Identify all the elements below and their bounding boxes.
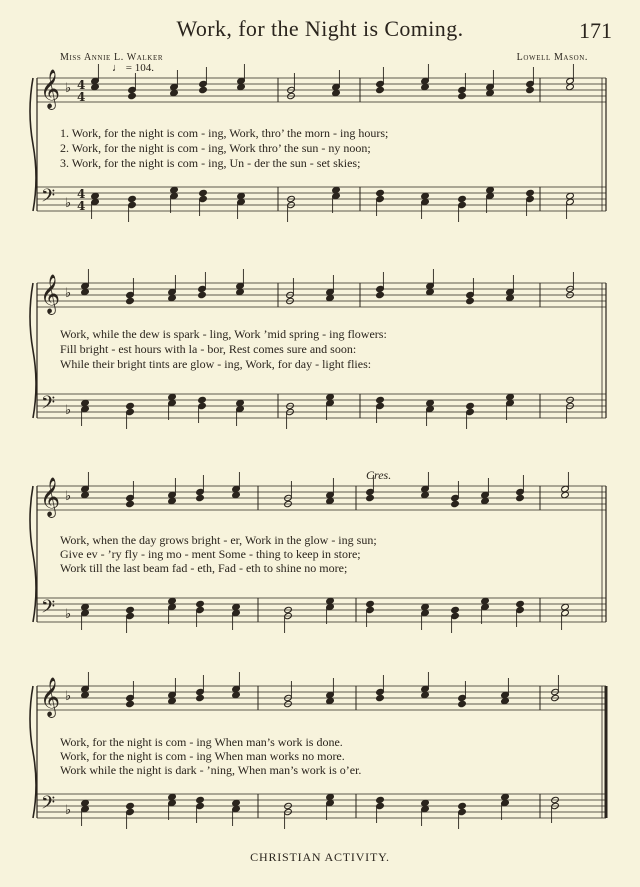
note-head — [376, 396, 385, 403]
time-signature: 4 — [77, 199, 86, 213]
note-head — [199, 86, 208, 93]
key-signature-flat: ♭ — [65, 689, 72, 704]
note-head — [526, 189, 535, 196]
note-head — [126, 500, 135, 507]
note-head — [126, 297, 135, 304]
note-head — [458, 802, 467, 809]
note-head — [326, 597, 335, 604]
brace — [30, 283, 36, 418]
note-head — [376, 291, 385, 298]
lyric-line: 1. Work, for the night is com - ing, Work, thro’ the morn - ing hours; — [60, 126, 389, 140]
lyric-line: Work while the night is dark - ’ning, When man’s work is o’er. — [60, 763, 362, 777]
note-head — [376, 694, 385, 701]
page-number: 171 — [579, 18, 612, 43]
key-signature-flat: ♭ — [65, 403, 72, 418]
note-head — [421, 603, 430, 610]
note-head — [81, 603, 90, 610]
note-head — [332, 89, 341, 96]
note-head — [451, 500, 460, 507]
note-head — [421, 691, 430, 698]
note-head — [237, 192, 246, 199]
note-head — [526, 86, 535, 93]
note-head — [236, 288, 245, 295]
note-head — [196, 494, 205, 501]
note-head — [506, 393, 515, 400]
note-head — [168, 597, 177, 604]
hymn-title: Work, for the Night is Coming. — [176, 16, 464, 41]
note-head — [516, 494, 525, 501]
note-head — [326, 294, 335, 301]
composer-credit: Lowell Mason. — [516, 52, 588, 63]
note-head — [237, 83, 246, 90]
note-head — [91, 192, 100, 199]
note-head — [232, 491, 241, 498]
lyric-line: 2. Work, for the night is com - ing, Work thro’ the sun - ny noon; — [60, 141, 371, 155]
note-head — [466, 297, 475, 304]
note-head — [126, 802, 135, 809]
treble-clef: 𝄞 — [40, 274, 61, 314]
note-head — [516, 600, 525, 607]
lyric-line: Work, while the dew is spark - ling, Work ’mid spring - ing flowers: — [60, 327, 387, 341]
note-head — [561, 603, 570, 610]
time-signature: 4 — [77, 187, 86, 201]
note-head — [421, 83, 430, 90]
note-head — [170, 186, 179, 193]
author-credit: Miss Annie L. Walker — [60, 52, 164, 63]
key-signature-flat: ♭ — [65, 196, 72, 211]
note-head — [128, 92, 137, 99]
section-footer: CHRISTIAN ACTIVITY. — [250, 850, 390, 864]
lyric-line: Work, when the day grows bright - er, Work in the glow - ing sun; — [60, 533, 377, 547]
note-head — [232, 603, 241, 610]
key-signature-flat: ♭ — [65, 81, 72, 96]
note-head — [232, 691, 241, 698]
note-head — [326, 497, 335, 504]
note-head — [501, 793, 510, 800]
note-head — [326, 793, 335, 800]
time-signature: 4 — [77, 90, 86, 104]
note-head — [81, 399, 90, 406]
note-head — [168, 793, 177, 800]
note-head — [196, 694, 205, 701]
lyric-line: Work till the last beam fad - eth, Fad - eth to shine no more; — [60, 561, 348, 575]
treble-clef: 𝄞 — [40, 677, 61, 717]
note-head — [170, 89, 179, 96]
note-head — [451, 606, 460, 613]
note-head — [236, 399, 245, 406]
note-head — [486, 89, 495, 96]
bass-clef: 𝄢 — [41, 793, 56, 818]
lyric-line: Give ev - ’ry fly - ing mo - ment Some - thing to keep in store; — [60, 547, 361, 561]
note-head — [168, 393, 177, 400]
note-head — [376, 796, 385, 803]
note-head — [458, 92, 467, 99]
note-head — [81, 288, 90, 295]
note-head — [199, 189, 208, 196]
treble-clef: 𝄞 — [40, 69, 61, 109]
note-head — [366, 494, 375, 501]
key-signature-flat: ♭ — [65, 607, 72, 622]
note-head — [561, 491, 570, 498]
note-head — [481, 597, 490, 604]
note-head — [366, 600, 375, 607]
key-signature-flat: ♭ — [65, 803, 72, 818]
crescendo-marking: Cres. — [366, 468, 392, 482]
note-head — [232, 799, 241, 806]
note-head — [81, 799, 90, 806]
note-head — [168, 497, 177, 504]
note-head — [501, 697, 510, 704]
note-head — [198, 396, 207, 403]
brace — [30, 486, 36, 622]
note-head — [168, 697, 177, 704]
note-head — [196, 600, 205, 607]
note-head — [421, 799, 430, 806]
bass-clef: 𝄢 — [41, 393, 56, 418]
key-signature-flat: ♭ — [65, 489, 72, 504]
note-head — [566, 83, 575, 90]
note-head — [128, 195, 137, 202]
note-head — [81, 691, 90, 698]
note-head — [91, 83, 100, 90]
note-head — [506, 294, 515, 301]
note-head — [126, 700, 135, 707]
tempo-marking: ♩ = 104. — [112, 62, 154, 74]
note-head — [126, 402, 135, 409]
note-head — [426, 288, 435, 295]
lyric-line: Fill bright - est hours with la - bor, Rest comes sure and soon: — [60, 342, 357, 356]
lyric-line: While their bright tints are glow - ing, Work, for day - light flies: — [60, 357, 372, 371]
note-head — [376, 189, 385, 196]
note-head — [481, 497, 490, 504]
note-head — [168, 294, 177, 301]
bass-clef: 𝄢 — [41, 186, 56, 211]
note-head — [81, 491, 90, 498]
lyric-line: Work, for the night is com - ing When man works no more. — [60, 749, 345, 763]
note-head — [196, 796, 205, 803]
note-head — [126, 606, 135, 613]
note-head — [458, 700, 467, 707]
brace — [30, 686, 36, 818]
note-head — [466, 402, 475, 409]
note-head — [566, 192, 575, 199]
time-signature: 4 — [77, 78, 86, 92]
note-head — [421, 491, 430, 498]
brace — [30, 78, 36, 211]
treble-clef: 𝄞 — [40, 477, 61, 517]
note-head — [376, 86, 385, 93]
bass-clef: 𝄢 — [41, 597, 56, 622]
note-head — [332, 186, 341, 193]
note-head — [486, 186, 495, 193]
note-head — [458, 195, 467, 202]
lyric-line: Work, for the night is com - ing When man’s work is done. — [60, 735, 343, 749]
key-signature-flat: ♭ — [65, 286, 72, 301]
note-head — [426, 399, 435, 406]
note-head — [326, 697, 335, 704]
note-head — [198, 291, 207, 298]
note-head — [326, 393, 335, 400]
note-head — [421, 192, 430, 199]
lyric-line: 3. Work, for the night is com - ing, Un - der the sun - set skies; — [60, 156, 361, 170]
